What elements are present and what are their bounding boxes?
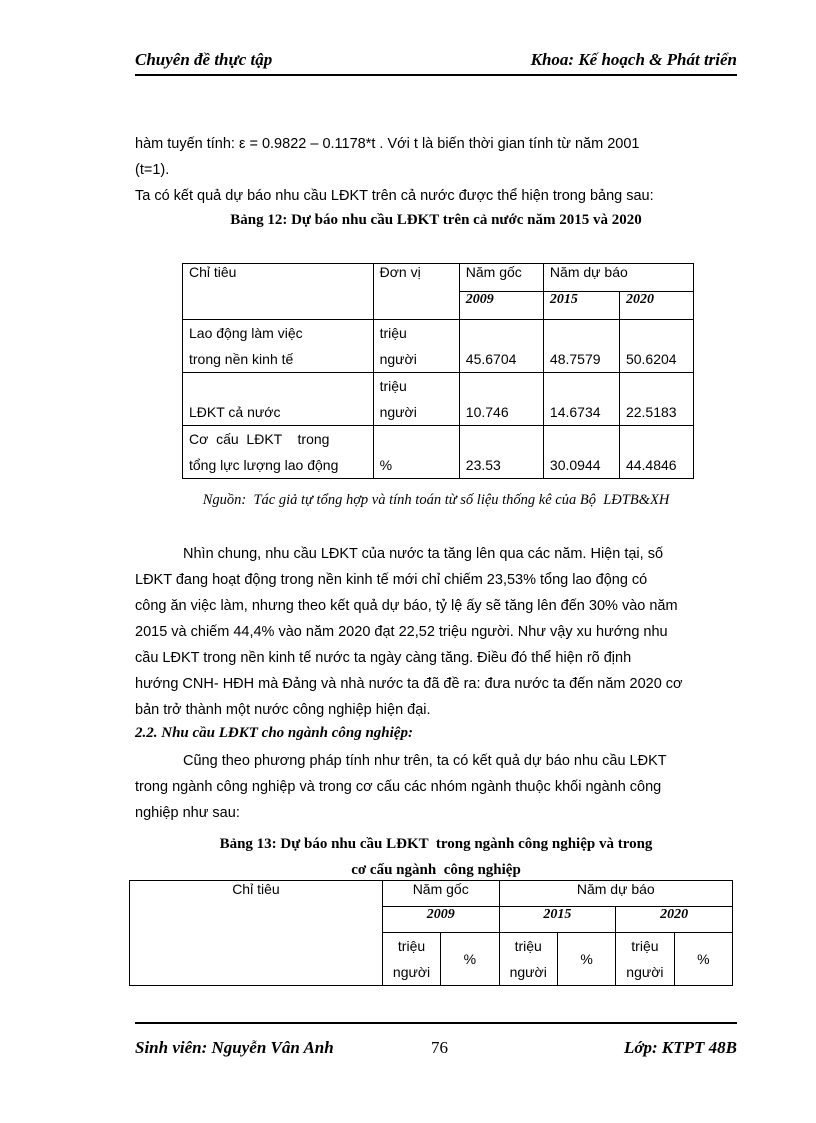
row-label: tổng lực lượng lao động [189, 457, 339, 473]
t13-h-2015: 2015 [499, 907, 616, 933]
row-unit: người [379, 351, 417, 367]
header-right: Khoa: Kế hoạch & Phát triển [530, 50, 737, 69]
cell-2020: 44.4846 [619, 426, 693, 479]
t12-h-2015: 2015 [543, 292, 619, 320]
para1 [135, 131, 737, 209]
table12-source: Nguồn: Tác giả tự tổng hợp và tính toán từ số liệu thống kê của Bộ LĐTB&XH [202, 492, 670, 508]
para3-line: Cũng theo phương pháp tính như trên, ta có kết quả dự báo nhu cầu LĐKT [183, 753, 667, 769]
unit-label: người [626, 964, 664, 980]
page-header [135, 48, 737, 76]
table-row [183, 426, 694, 479]
page-footer [135, 1022, 737, 1064]
pct-label: % [557, 933, 615, 986]
cell-2020: 50.6204 [619, 320, 693, 373]
t13-h-namgoc: Năm gốc [382, 881, 499, 907]
table13-caption-line2: cơ cấu ngành công nghiệp [351, 862, 521, 878]
row-unit: % [379, 457, 393, 473]
para2-line: hướng CNH- HĐH mà Đảng và nhà nước ta đã đề ra: đưa nước ta đến năm 2020 cơ [135, 676, 683, 692]
para2-line: Nhìn chung, nhu cầu LĐKT của nước ta tăng lên qua các năm. Hiện tại, số [183, 546, 664, 562]
t13-h-2009: 2009 [382, 907, 499, 933]
row-unit: triệu [379, 378, 407, 394]
cell-2020: 22.5183 [619, 373, 693, 426]
section-heading: 2.2. Nhu cầu LĐKT cho ngành công nghiệp: [135, 725, 413, 741]
t12-h-chitieu: Chỉ tiêu [183, 264, 374, 320]
footer-right: Lớp: KTPT 48B [624, 1038, 737, 1057]
table-row [183, 373, 694, 426]
t12-h-namdubao: Năm dự báo [543, 264, 693, 292]
t13-h-2020: 2020 [616, 907, 733, 933]
para2-line: bản trở thành một nước công nghiệp hiện đại. [135, 702, 431, 718]
unit-label: triệu [397, 938, 426, 954]
cell-2009: 10.746 [459, 373, 543, 426]
para2-line: cầu LĐKT trong nền kinh tế nước ta ngày càng tăng. Điều đó thể hiện rõ định [135, 650, 632, 666]
unit-label: người [509, 964, 547, 980]
cell-2015: 30.0944 [543, 426, 619, 479]
header-left: Chuyên đề thực tập [135, 50, 273, 69]
cell-2015: 14.6734 [543, 373, 619, 426]
t12-h-donvi: Đơn vị [373, 264, 459, 320]
para2-line: LĐKT đang hoạt động trong nền kinh tế mới chỉ chiếm 23,53% tổng lao động có [135, 572, 648, 588]
pct-label: % [441, 933, 499, 986]
row-label: Lao động làm việc [189, 325, 303, 341]
unit-label: triệu [631, 938, 659, 954]
para3 [135, 748, 737, 826]
table13-caption [135, 831, 737, 883]
t12-h-2009: 2009 [459, 292, 543, 320]
row-label: LĐKT cả nước [189, 404, 281, 420]
row-label: trong nền kinh tế [189, 351, 294, 367]
cell-2015: 48.7579 [543, 320, 619, 373]
row-label: Cơ cấu LĐKT trong [189, 431, 330, 447]
unit-label: triệu [514, 938, 542, 954]
para2-line: công ăn việc làm, nhưng theo kết quả dự báo, tỷ lệ ấy sẽ tăng lên đến 30% vào năm [135, 598, 678, 614]
para3-line: nghiệp như sau: [135, 805, 240, 821]
row-label [189, 373, 367, 399]
row-unit: triệu [379, 325, 407, 341]
cell-2009: 45.6704 [459, 320, 543, 373]
t13-h-chitieu: Chỉ tiêu [130, 881, 383, 986]
pct-label: % [674, 933, 732, 986]
table12 [182, 263, 694, 479]
footer-left: Sinh viên: Nguyễn Vân Anh [135, 1038, 334, 1057]
t13-h-namdubao: Năm dự báo [499, 881, 732, 907]
para2 [135, 541, 737, 723]
table-row [183, 320, 694, 373]
table13 [129, 880, 733, 986]
table13-caption-line1: Bảng 13: Dự báo nhu cầu LĐKT trong ngành công nghiệp và trong [219, 836, 653, 852]
row-unit: người [379, 404, 417, 420]
para2-line: 2015 và chiếm 44,4% vào năm 2020 đạt 22,52 triệu người. Như vậy xu hướng nhu [135, 624, 668, 640]
para1-line3: Ta có kết quả dự báo nhu cầu LĐKT trên cả nước được thể hiện trong bảng sau: [135, 188, 654, 204]
t12-h-2020: 2020 [619, 292, 693, 320]
para1-line2: (t=1). [135, 162, 170, 178]
table12-caption: Bảng 12: Dự báo nhu cầu LĐKT trên cả nước năm 2015 và 2020 [230, 212, 642, 228]
para3-line: trong ngành công nghiệp và trong cơ cấu các nhóm ngành thuộc khối ngành công [135, 779, 662, 795]
unit-label: người [392, 964, 431, 980]
page-number: 76 [431, 1038, 448, 1057]
para1-line1: hàm tuyến tính: ε = 0.9822 – 0.1178*t . Với t là biến thời gian tính từ năm 2001 [135, 136, 640, 152]
cell-2009: 23.53 [459, 426, 543, 479]
t12-h-namgoc: Năm gốc [459, 264, 543, 292]
